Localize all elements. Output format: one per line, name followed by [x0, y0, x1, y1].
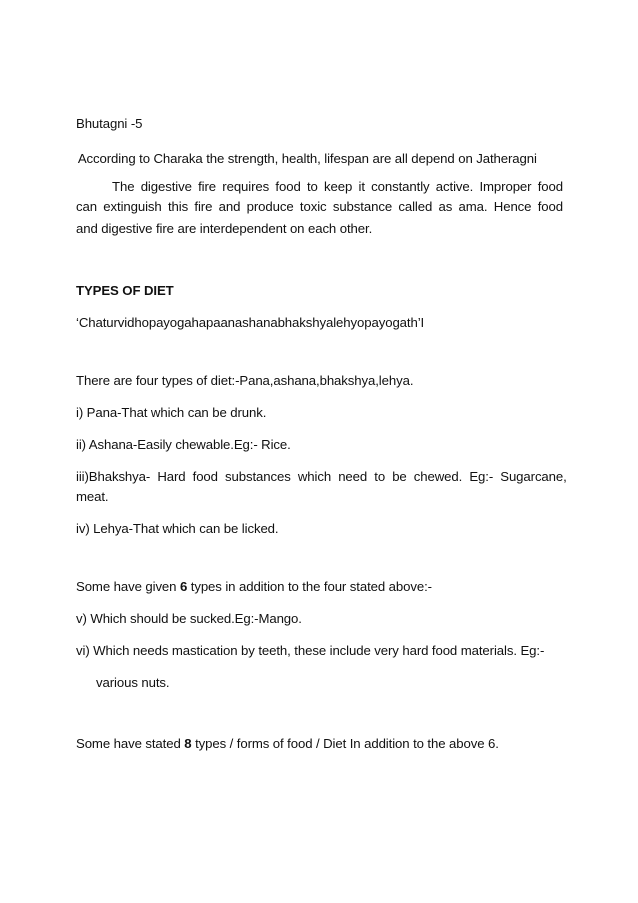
section-title: TYPES OF DIET: [76, 283, 174, 298]
para1-line1: [112, 178, 563, 195]
six-types-post: types in addition to the four stated above:-: [187, 579, 432, 594]
item-lehya: iv) Lehya-That which can be licked.: [76, 521, 279, 536]
para1-line3: and digestive fire are interdependent on each other.: [76, 221, 373, 236]
intro-four-types: There are four types of diet:-Pana,ashana,bhakshya,lehya.: [76, 373, 414, 388]
item-sucked: v) Which should be sucked.Eg:-Mango.: [76, 611, 302, 626]
para1-line1-text: The digestive fire requires food to keep it constantly active. Improper food: [112, 179, 563, 194]
heading-bhutagni: Bhutagni -5: [76, 116, 143, 131]
sanskrit-quote: ‘Chaturvidhopayogahapaanashanabhakshyalehyopayogath’I: [76, 315, 425, 330]
eight-types-line: [76, 735, 499, 752]
item-ashana: ii) Ashana-Easily chewable.Eg:- Rice.: [76, 437, 291, 452]
item-pana: i) Pana-That which can be drunk.: [76, 405, 267, 420]
item-bhakshya-line2: meat.: [76, 489, 109, 504]
six-types-number: 6: [179, 579, 188, 594]
six-types-line: [76, 578, 432, 595]
item-bhakshya-line1: iii)Bhakshya- Hard food substances which need to be chewed. Eg:- Sugarcane,: [76, 469, 567, 484]
item-mastication-line1: vi) Which needs mastication by teeth, these include very hard food materials. Eg:-: [76, 643, 545, 658]
charaka-line: According to Charaka the strength, health, lifespan are all depend on Jatheragni: [75, 151, 537, 166]
eight-types-number: 8: [184, 736, 192, 751]
para1-line2: can extinguish this fire and produce toxic substance called as ama. Hence food: [76, 199, 563, 214]
eight-types-pre: Some have stated: [76, 736, 185, 751]
item-mastication-line2: various nuts.: [96, 675, 170, 690]
six-types-pre: Some have given: [76, 579, 180, 594]
eight-types-post: types / forms of food / Diet In addition to the above 6.: [191, 736, 499, 751]
